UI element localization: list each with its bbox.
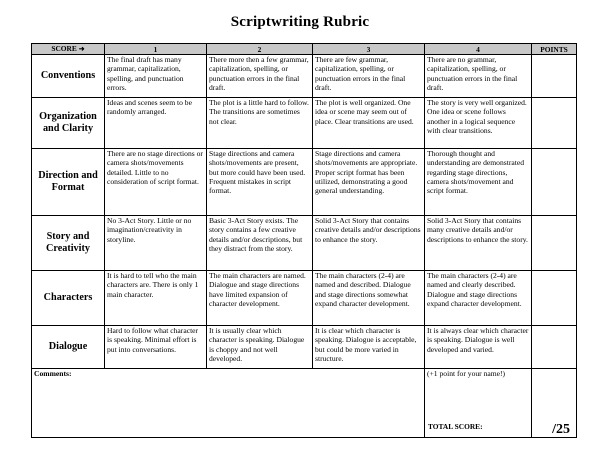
rubric-row-direction <box>32 149 577 216</box>
criterion-label: Characters <box>32 271 105 326</box>
header-row <box>32 44 577 55</box>
rubric-row-organization <box>32 98 577 149</box>
points-cell <box>532 55 577 98</box>
page-title: Scriptwriting Rubric <box>230 14 370 30</box>
rubric-cell: It is usually clear which character is speaking. Dialogue is choppy and not well developed. <box>207 326 313 369</box>
comments-label: Comments: <box>34 369 72 378</box>
rubric-cell: Basic 3-Act Story exists. The story contains a few creative details and/or descriptions, but they distract from the story. <box>207 216 313 271</box>
points-cell <box>532 149 577 216</box>
rubric-cell: Stage directions and camera shots/movements are present, but more could have been used. Frequent mistakes in script format. <box>207 149 313 216</box>
rubric-cell: Stage directions and camera shots/movements are appropriate. Proper script format has been utilized, demonstrating a good general understanding. <box>313 149 425 216</box>
rubric-cell: Thorough thought and understanding are demonstrated regarding stage directions, camera shots/movement and script format. <box>425 149 532 216</box>
level-4-header: 4 <box>425 44 532 55</box>
rubric-cell: It is always clear which character is speaking. Dialogue is well developed and varied. <box>425 326 532 369</box>
comments-cell[interactable] <box>32 369 425 438</box>
rubric-cell: There are no grammar, capitalization, spelling, or punctuation errors in the final draft. <box>425 55 532 98</box>
criterion-label: Story and Creativity <box>32 216 105 271</box>
comments-row <box>32 369 577 438</box>
rubric-cell: The plot is a little hard to follow. The transitions are sometimes not clear. <box>207 98 313 149</box>
score-header <box>32 44 105 55</box>
rubric-cell: The plot is well organized. One idea or scene may seem out of place. Clear transitions are used. <box>313 98 425 149</box>
criterion-label: Dialogue <box>32 326 105 369</box>
level-2-header: 2 <box>207 44 313 55</box>
points-header: POINTS <box>532 44 577 55</box>
rubric-cell: There more then a few grammar, capitalization, spelling, or punctuation errors in the final draft. <box>207 55 313 98</box>
criterion-label: Organization and Clarity <box>32 98 105 149</box>
points-cell <box>532 216 577 271</box>
score-label: SCORE <box>51 44 77 53</box>
criterion-label: Conventions <box>32 55 105 98</box>
rubric-cell: The final draft has many grammar, capitalization, spelling, and punctuation errors. <box>105 55 207 98</box>
level-1-header: 1 <box>105 44 207 55</box>
rubric-table <box>31 43 577 438</box>
rubric-cell: It is clear which character is speaking. Dialogue is acceptable, but could be more varied in structure. <box>313 326 425 369</box>
rubric-row-conventions <box>32 55 577 98</box>
total-points-cell[interactable] <box>532 369 577 438</box>
points-cell <box>532 98 577 149</box>
level-3-header: 3 <box>313 44 425 55</box>
rubric-cell: Solid 3-Act Story that contains creative details and/or descriptions to enhance the story. <box>313 216 425 271</box>
total-cell <box>425 369 532 438</box>
bonus-note: (+1 point for your name!) <box>427 369 506 378</box>
rubric-cell: It is hard to tell who the main characters are. There is only 1 main character. <box>105 271 207 326</box>
rubric-cell: The main characters are named. Dialogue and stage directions have limited expansion of character development. <box>207 271 313 326</box>
rubric-cell: The story is very well organized. One idea or scene follows another in a logical sequence with clear transitions. <box>425 98 532 149</box>
points-cell <box>532 271 577 326</box>
rubric-row-characters <box>32 271 577 326</box>
total-out-of: /25 <box>552 421 570 437</box>
criterion-label: Direction and Format <box>32 149 105 216</box>
arrow-right-icon: ➜ <box>78 45 85 53</box>
rubric-cell: The main characters (2-4) are named and clearly described. Dialogue and stage directions expand character development. <box>425 271 532 326</box>
rubric-cell: Hard to follow what character is speaking. Minimal effort is put into conversations. <box>105 326 207 369</box>
rubric-cell: There are few grammar, capitalization, spelling, or punctuation errors in the final draft. <box>313 55 425 98</box>
total-score-label: TOTAL SCORE: <box>428 421 483 431</box>
rubric-cell: There are no stage directions or camera shots/movements detailed. Little to no consideration of script format. <box>105 149 207 216</box>
points-cell <box>532 326 577 369</box>
rubric-cell: No 3-Act Story. Little or no imagination/creativity in storyline. <box>105 216 207 271</box>
rubric-cell: Ideas and scenes seem to be randomly arranged. <box>105 98 207 149</box>
rubric-cell: The main characters (2-4) are named and described. Dialogue and stage directions somewhat expand character development. <box>313 271 425 326</box>
rubric-cell: Solid 3-Act Story that contains many creative details and/or descriptions to enhance the story. <box>425 216 532 271</box>
rubric-row-story <box>32 216 577 271</box>
rubric-row-dialogue <box>32 326 577 369</box>
